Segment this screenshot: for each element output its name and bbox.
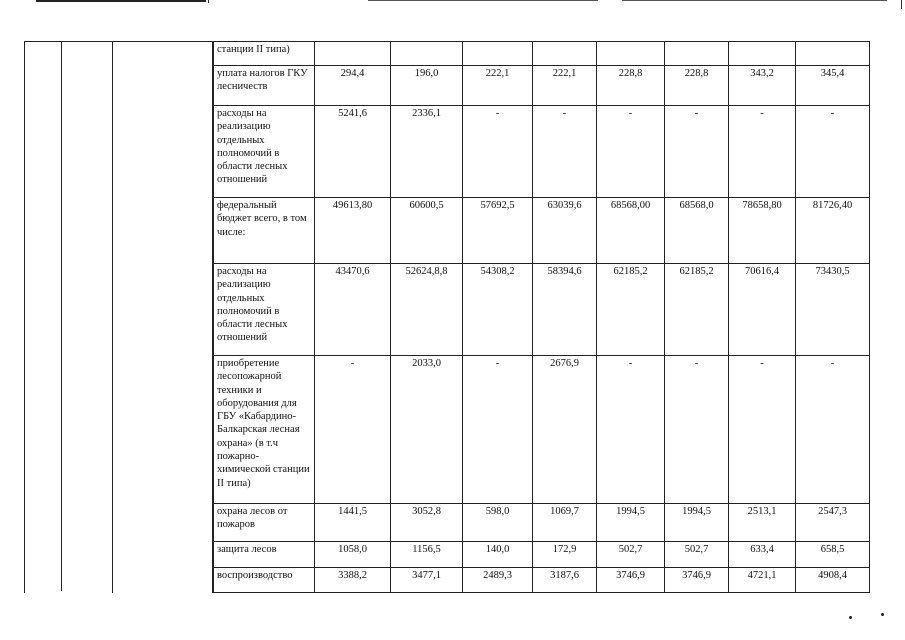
table-row <box>214 568 870 593</box>
cell-value: 222,1 <box>533 66 597 106</box>
cell-value: 2513,1 <box>729 504 796 542</box>
table-row <box>214 66 870 106</box>
cell-value: 3746,9 <box>597 568 665 593</box>
cell-value: - <box>463 356 533 504</box>
cell-value: 68568,00 <box>597 198 665 264</box>
cell-value: 228,8 <box>597 66 665 106</box>
cell-value: 140,0 <box>463 542 533 568</box>
cell-value: 1069,7 <box>533 504 597 542</box>
cell-value: 502,7 <box>597 542 665 568</box>
row-label: станции II типа) <box>214 42 315 66</box>
row-label: воспроизводство <box>214 568 315 593</box>
table-left-rule <box>112 41 113 593</box>
cell-value <box>315 42 391 66</box>
cell-value: 228,8 <box>665 66 729 106</box>
scan-top-rule-left <box>36 0 206 2</box>
cell-value <box>796 42 870 66</box>
cell-value: 2547,3 <box>796 504 870 542</box>
cell-value: 63039,6 <box>533 198 597 264</box>
scan-tick-mark <box>208 0 209 3</box>
scan-speck <box>881 613 884 616</box>
cell-value: 4908,4 <box>796 568 870 593</box>
cell-value: - <box>729 106 796 198</box>
cell-value: 2676,9 <box>533 356 597 504</box>
cell-value: 633,4 <box>729 542 796 568</box>
row-label: расходы на реализацию отдельных полномочий в области лесных отношений <box>214 106 315 198</box>
cell-value: 2033,0 <box>391 356 463 504</box>
cell-value <box>729 42 796 66</box>
cell-value: - <box>729 356 796 504</box>
cell-value: 1994,5 <box>665 504 729 542</box>
cell-value <box>533 42 597 66</box>
cell-value: 4721,1 <box>729 568 796 593</box>
cell-value: - <box>796 356 870 504</box>
cell-value: 1994,5 <box>597 504 665 542</box>
cell-value: 73430,5 <box>796 264 870 356</box>
scan-speck <box>849 616 852 619</box>
cell-value: 62185,2 <box>597 264 665 356</box>
table-row <box>214 42 870 66</box>
cell-value: 1058,0 <box>315 542 391 568</box>
cell-value <box>665 42 729 66</box>
cell-value: 343,2 <box>729 66 796 106</box>
cell-value: 222,1 <box>463 66 533 106</box>
scan-top-rule-middle <box>368 0 598 1</box>
table-row <box>214 504 870 542</box>
cell-value <box>597 42 665 66</box>
scan-top-rule-right <box>622 0 887 1</box>
table-left-rule <box>61 41 62 591</box>
cell-value: - <box>463 106 533 198</box>
cell-value: 49613,80 <box>315 198 391 264</box>
row-label: расходы на реализацию отдельных полномочий в области лесных отношений <box>214 264 315 356</box>
row-label: защита лесов <box>214 542 315 568</box>
table-row <box>214 106 870 198</box>
row-label: приобретение лесопожарной техники и оборудования для ГБУ «Кабардино-Балкарская лесная охрана» (в т.ч пожарно-химической станции II типа) <box>214 356 315 504</box>
cell-value: - <box>665 356 729 504</box>
table-row <box>214 542 870 568</box>
table-top-rule <box>24 41 213 42</box>
row-label: федеральный бюджет всего, в том числе: <box>214 198 315 264</box>
cell-value: 502,7 <box>665 542 729 568</box>
cell-value: 3477,1 <box>391 568 463 593</box>
cell-value: 3052,8 <box>391 504 463 542</box>
cell-value: 658,5 <box>796 542 870 568</box>
cell-value: 60600,5 <box>391 198 463 264</box>
scan-tick-mark <box>901 0 902 9</box>
cell-value: 2489,3 <box>463 568 533 593</box>
cell-value: - <box>315 356 391 504</box>
table-row <box>214 198 870 264</box>
cell-value: 54308,2 <box>463 264 533 356</box>
cell-value: 81726,40 <box>796 198 870 264</box>
cell-value: 70616,4 <box>729 264 796 356</box>
cell-value: - <box>665 106 729 198</box>
cell-value: 3746,9 <box>665 568 729 593</box>
cell-value: 3388,2 <box>315 568 391 593</box>
row-label: охрана лесов от пожаров <box>214 504 315 542</box>
cell-value: 62185,2 <box>665 264 729 356</box>
cell-value: 68568,0 <box>665 198 729 264</box>
table-left-rule <box>24 41 25 593</box>
cell-value <box>391 42 463 66</box>
cell-value: 5241,6 <box>315 106 391 198</box>
cell-value: 1441,5 <box>315 504 391 542</box>
budget-table <box>213 41 870 593</box>
cell-value: 1156,5 <box>391 542 463 568</box>
cell-value: - <box>796 106 870 198</box>
cell-value: 78658,80 <box>729 198 796 264</box>
table-row <box>214 356 870 504</box>
table-row <box>214 264 870 356</box>
cell-value: - <box>597 106 665 198</box>
cell-value: 58394,6 <box>533 264 597 356</box>
cell-value: 598,0 <box>463 504 533 542</box>
cell-value <box>463 42 533 66</box>
cell-value: 196,0 <box>391 66 463 106</box>
cell-value: 3187,6 <box>533 568 597 593</box>
row-label: уплата налогов ГКУ лесничеств <box>214 66 315 106</box>
cell-value: 52624,8,8 <box>391 264 463 356</box>
cell-value: - <box>533 106 597 198</box>
cell-value: 57692,5 <box>463 198 533 264</box>
cell-value: 172,9 <box>533 542 597 568</box>
cell-value: 2336,1 <box>391 106 463 198</box>
cell-value: 345,4 <box>796 66 870 106</box>
cell-value: 43470,6 <box>315 264 391 356</box>
cell-value: 294,4 <box>315 66 391 106</box>
cell-value: - <box>597 356 665 504</box>
